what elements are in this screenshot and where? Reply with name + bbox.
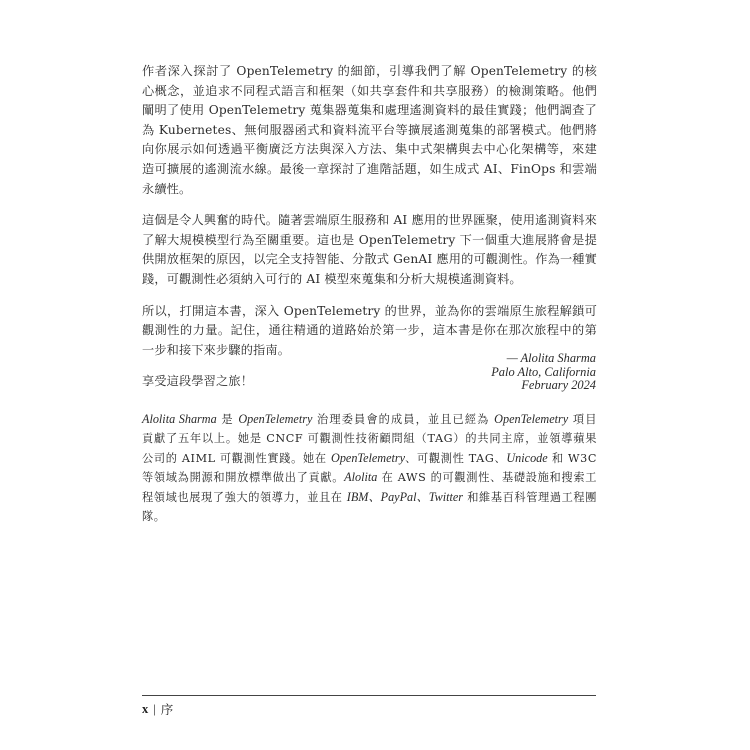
bio-text: 項目貢獻了五年以上。她是 CNCF 可觀測性技術顧問組（TAG）的共同主席，並領導蘋果公司的 AIML 可觀測性實踐。她在 <box>142 413 597 465</box>
paragraph-1: 作者深入探討了 OpenTelemetry 的細節，引導我們了解 OpenTelemetry 的核心概念，並追求不同程式語言和框架（如共享套件和共享服務）的檢測策略。他們闡明了使用 OpenTelemetry 蒐集器蒐集和處理遙測資料的最佳實踐；他們調查了為 Kubernetes、無伺服器函式和資料流平台等擴展遙測蒐集的部署模式。他們將向你展示如何透過平衡廣泛方法與深入方法、集中式架構與去中心化架構等，來建造可擴展的遙測流水線。最後一章探討了進階話題，如生成式 AI、FinOps 和雲端永續性。 <box>142 64 597 196</box>
paragraph-3: 所以，打開這本書，深入 OpenTelemetry 的世界，並為你的雲端原生旅程解鎖可觀測性的力量。記住，通往精通的道路始於第一步，這本書是你在那次旅程中的第一步和接下來步驟的指南。 <box>142 303 597 357</box>
bio-project-name: Unicode <box>506 450 548 465</box>
bio-project-name: OpenTelemetry <box>494 412 569 426</box>
paragraph-4: 享受這段學習之旅！ <box>142 374 254 389</box>
section-title: 序 <box>160 703 174 717</box>
signature-date: February 2024 <box>521 378 596 392</box>
author-bio <box>142 410 597 526</box>
footer-separator: | <box>153 701 156 716</box>
bio-text: 在 AWS 的可觀測性、基礎設施和搜索工程領域也展現了強大的領導力，並且在 <box>142 471 598 504</box>
bio-text: 治理委員會的成員，並且已經為 <box>312 413 495 426</box>
signature-author: — Alolita Sharma <box>506 351 596 365</box>
bio-project-name: OpenTelemetry <box>238 412 313 426</box>
bio-text: 、可觀測性 TAG、 <box>405 451 507 465</box>
bio-text: 是 <box>216 413 239 426</box>
bio-company-names: IBM、PayPal、Twitter <box>346 489 464 504</box>
bio-author-name: Alolita <box>344 470 378 485</box>
bio-text: 和 W3C 等領域為開源和開放標準做出了貢獻。 <box>142 451 598 485</box>
page-number: x <box>142 701 149 716</box>
bio-author-name: Alolita Sharma <box>142 412 217 426</box>
footer-divider <box>142 695 596 696</box>
page-footer <box>142 700 173 718</box>
signature-block <box>491 352 596 393</box>
bio-text: 和維基百科管理過工程團隊。 <box>142 490 598 524</box>
signature-location: Palo Alto, California <box>491 364 596 379</box>
paragraph-2: 這個是令人興奮的時代。隨著雲端原生服務和 AI 應用的世界匯聚，使用遙測資料來了解大規模模型行為至關重要。這也是 OpenTelemetry 下一個重大進展將會是提供開放框架的原因，以完全支持智能、分散式 GenAI 應用的可觀測性。作為一種實踐，可觀測性必須納入可行的 AI 模型來蒐集和分析大規模遙測資料。 <box>142 213 597 286</box>
bio-project-name: OpenTelemetry <box>331 450 406 465</box>
